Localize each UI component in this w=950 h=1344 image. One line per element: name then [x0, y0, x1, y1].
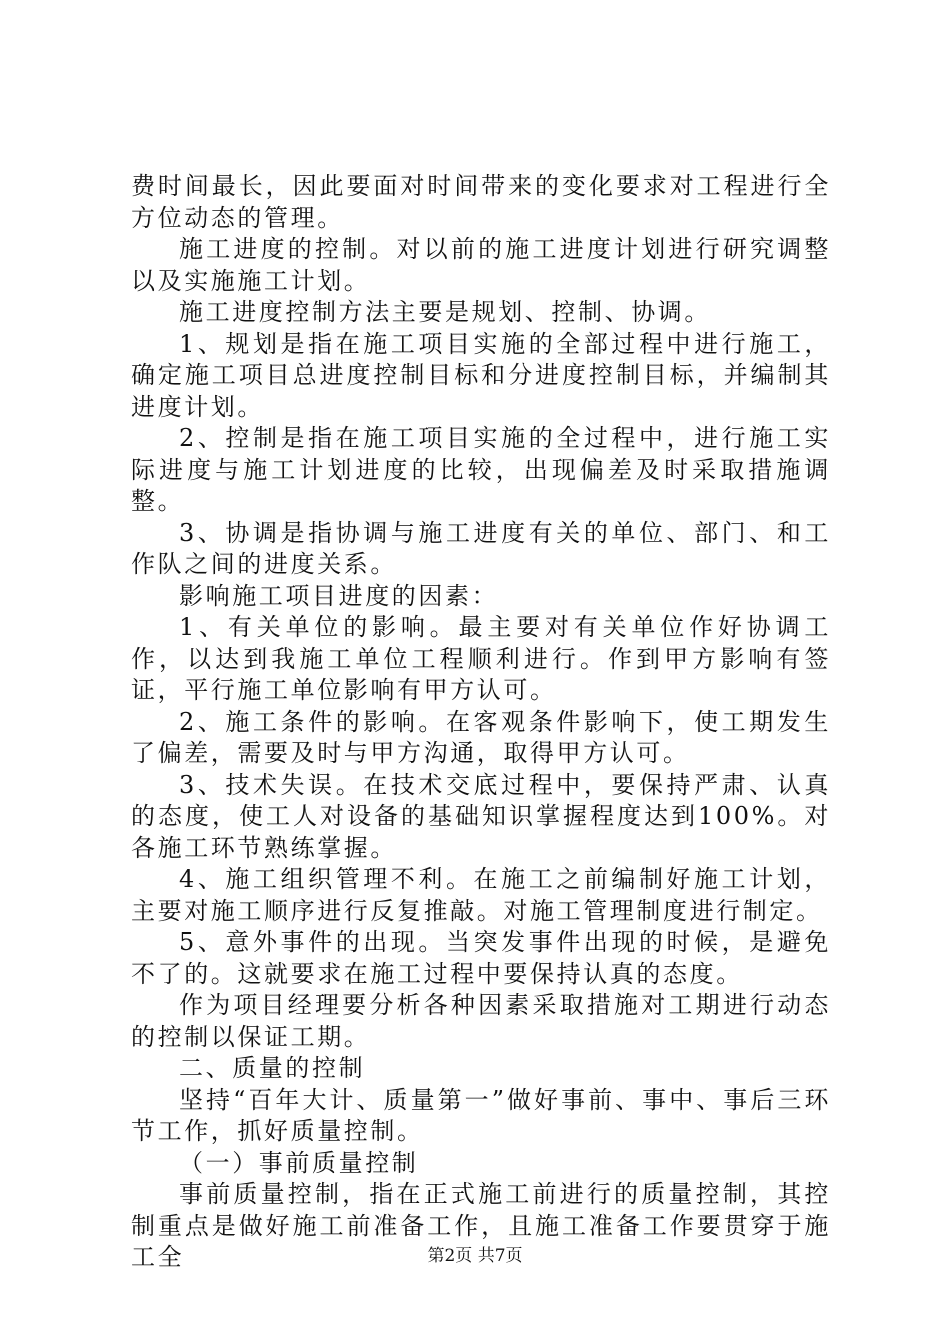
- paragraph: 5、意外事件的出现。当突发事件出现的时候，是避免不了的。这就要求在施工过程中要保持认真的态度。: [131, 928, 831, 988]
- document-body: [131, 171, 831, 1274]
- paragraph: 费时间最长，因此要面对时间带来的变化要求对工程进行全方位动态的管理。: [131, 172, 831, 232]
- paragraph: 施工进度的控制。对以前的施工进度计划进行研究调整以及实施施工计划。: [131, 235, 831, 295]
- section-heading: 二、质量的控制: [179, 1054, 366, 1082]
- subsection-heading: （一）事前质量控制: [179, 1148, 419, 1177]
- paragraph: 作为项目经理要分析各种因素采取措施对工期进行动态的控制以保证工期。: [131, 991, 831, 1051]
- paragraph: 事前质量控制，指在正式施工前进行的质量控制，其控制重点是做好施工前准备工作，且施工准备工作要贯穿于施工全: [131, 1180, 831, 1271]
- paragraph: 1、有关单位的影响。最主要对有关单位作好协调工作，以达到我施工单位工程顺利进行。作到甲方影响有签证，平行施工单位影响有甲方认可。: [131, 613, 831, 704]
- paragraph: 3、协调是指协调与施工进度有关的单位、部门、和工作队之间的进度关系。: [131, 518, 831, 578]
- paragraph: 坚持“百年大计、质量第一”做好事前、事中、事后三环节工作，抓好质量控制。: [131, 1085, 831, 1145]
- paragraph: 3、技术失误。在技术交底过程中，要保持严肃、认真的态度，使工人对设备的基础知识掌握程度达到100%。对各施工环节熟练掌握。: [131, 770, 831, 862]
- paragraph: 2、施工条件的影响。在客观条件影响下，使工期发生了偏差，需要及时与甲方沟通，取得甲方认可。: [131, 707, 831, 767]
- paragraph: 2、控制是指在施工项目实施的全过程中，进行施工实际进度与施工计划进度的比较，出现偏差及时采取措施调整。: [131, 424, 831, 515]
- paragraph: 施工进度控制方法主要是规划、控制、协调。: [179, 298, 711, 326]
- paragraph: 1、规划是指在施工项目实施的全部过程中进行施工，确定施工项目总进度控制目标和分进度控制目标，并编制其进度计划。: [131, 329, 831, 421]
- page-number-footer: 第2页 共7页: [427, 1246, 523, 1266]
- paragraph: 4、施工组织管理不利。在施工之前编制好施工计划，主要对施工顺序进行反复推敲。对施工管理制度进行制定。: [131, 865, 831, 925]
- paragraph: 影响施工项目进度的因素：: [179, 581, 499, 610]
